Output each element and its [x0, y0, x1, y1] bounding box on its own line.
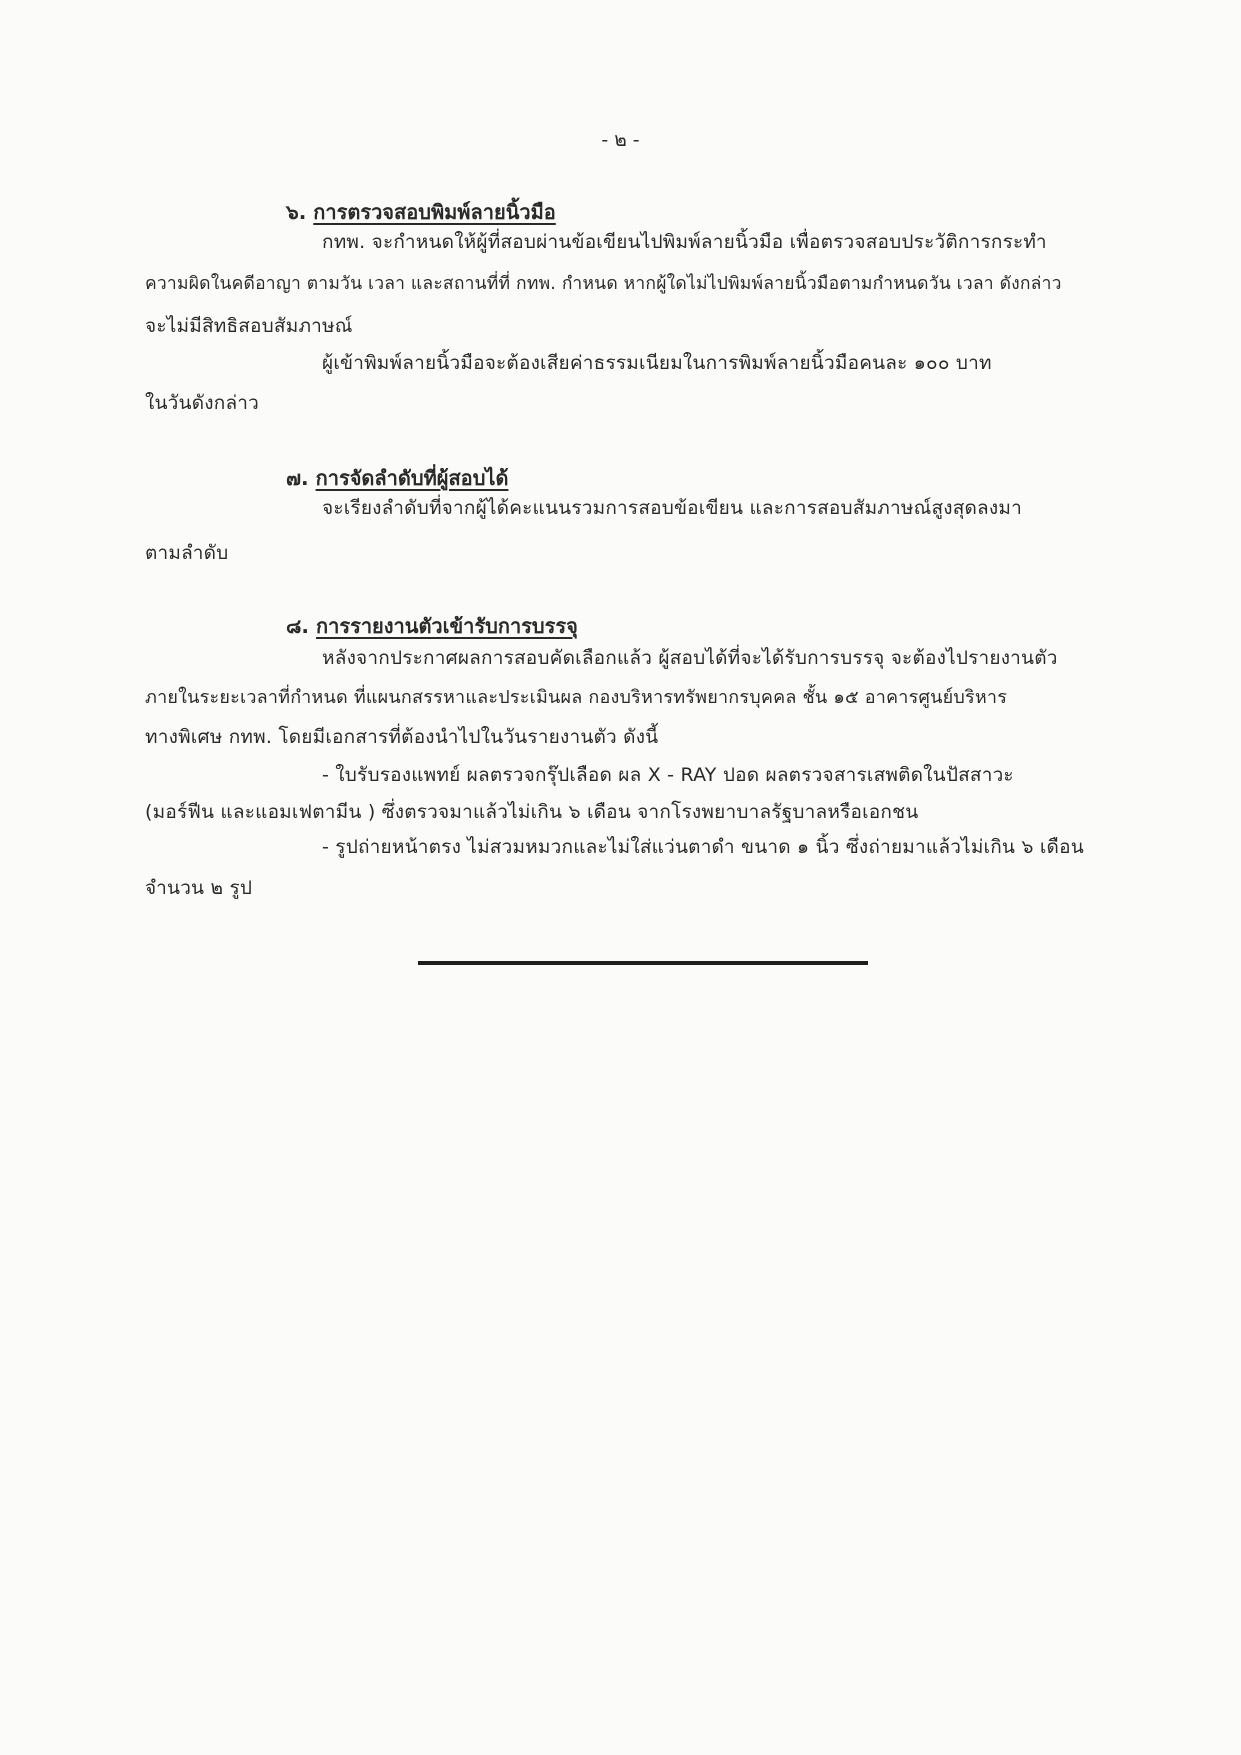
section-7-title: การจัดลำดับที่ผู้สอบได้	[315, 466, 509, 490]
section-7-number: ๗.	[286, 466, 309, 490]
section-8-line-4: - ใบรับรองแพทย์ ผลตรวจกรุ๊ปเลือด ผล X - RAY ปอด ผลตรวจสารเสพติดในปัสสาวะ	[322, 764, 1014, 786]
section-8-line-2: ภายในระยะเวลาที่กำหนด ที่แผนกสรรหาและประเมินผล กองบริหารทรัพยากรบุคคล ชั้น ๑๕ อาคารศูนย์บริหาร	[145, 687, 1008, 708]
page-number: - ๒ -	[601, 129, 640, 151]
section-6-heading	[286, 198, 556, 226]
section-8-line-7: จำนวน ๒ รูป	[145, 877, 253, 899]
section-8-title: การรายงานตัวเข้ารับการบรรจุ	[316, 614, 578, 638]
section-6-line-4: ผู้เข้าพิมพ์ลายนิ้วมือจะต้องเสียค่าธรรมเนียมในการพิมพ์ลายนิ้วมือคนละ ๑๐๐ บาท	[322, 352, 992, 374]
section-8-line-6: - รูปถ่ายหน้าตรง ไม่สวมหมวกและไม่ใส่แว่นตาดำ ขนาด ๑ นิ้ว ซึ่งถ่ายมาแล้วไม่เกิน ๖ เดือน	[322, 836, 1084, 858]
section-8-line-5: (มอร์ฟีน และแอมเฟตามีน ) ซึ่งตรวจมาแล้วไม่เกิน ๖ เดือน จากโรงพยาบาลรัฐบาลหรือเอกชน	[145, 801, 919, 823]
section-8-number: ๘.	[286, 614, 310, 638]
section-6-line-1: กทพ. จะกำหนดให้ผู้ที่สอบผ่านข้อเขียนไปพิมพ์ลายนิ้วมือ เพื่อตรวจสอบประวัติการกระทำ	[322, 231, 1047, 253]
section-6-number: ๖.	[286, 200, 307, 224]
section-7-heading	[286, 464, 508, 492]
section-8-heading	[286, 612, 578, 640]
section-7-line-2: ตามลำดับ	[145, 542, 229, 564]
section-6-title: การตรวจสอบพิมพ์ลายนิ้วมือ	[313, 200, 556, 224]
section-6-line-5: ในวันดังกล่าว	[145, 392, 260, 414]
section-7-line-1: จะเรียงลำดับที่จากผู้ได้คะแนนรวมการสอบข้อเขียน และการสอบสัมภาษณ์สูงสุดลงมา	[322, 497, 1022, 519]
section-8-line-3: ทางพิเศษ กทพ. โดยมีเอกสารที่ต้องนำไปในวันรายงานตัว ดังนี้	[145, 726, 659, 748]
section-8-line-1: หลังจากประกาศผลการสอบคัดเลือกแล้ว ผู้สอบได้ที่จะได้รับการบรรจุ จะต้องไปรายงานตัว	[322, 647, 1058, 669]
end-of-document-rule	[418, 961, 868, 965]
section-6-line-2: ความผิดในคดีอาญา ตามวัน เวลา และสถานที่ที่ กทพ. กำหนด หากผู้ใดไม่ไปพิมพ์ลายนิ้วมือตามกำหนดวัน เวลา ดังกล่าว	[145, 274, 1062, 294]
section-6-line-3: จะไม่มีสิทธิสอบสัมภาษณ์	[145, 315, 353, 337]
